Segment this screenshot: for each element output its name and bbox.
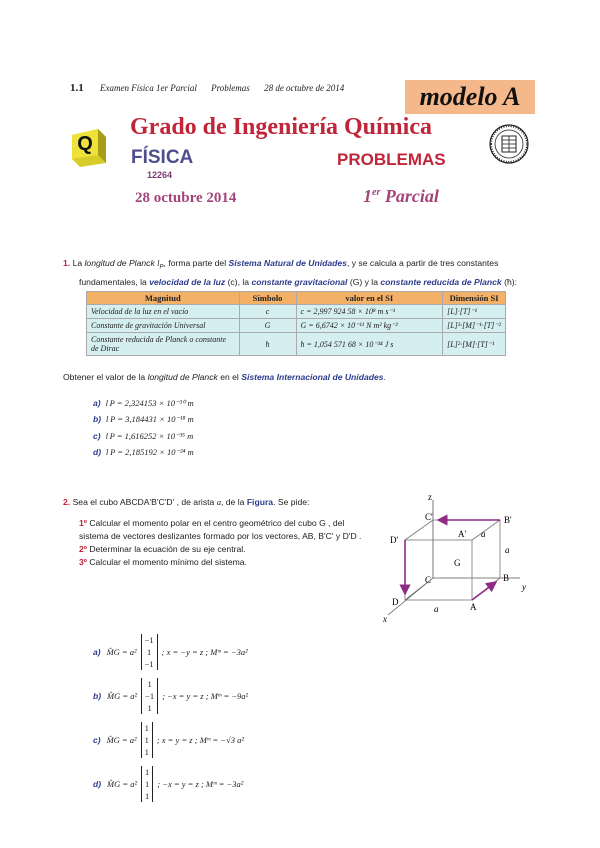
table-cell: c bbox=[239, 305, 296, 319]
partial-title: 1er Parcial bbox=[363, 186, 439, 206]
column-vector: 1 −1 1 bbox=[141, 678, 158, 714]
table-cell: Constante reducida de Planck o constante de Dirac bbox=[87, 333, 240, 356]
answer-option-a[interactable]: a) M̂G = a² −1 1 −1 ; x = −y = z ; Mᵐ = −3a² bbox=[93, 635, 248, 669]
table-cell: c = 2,997 924 58 × 10⁸ m s⁻¹ bbox=[296, 305, 443, 319]
table-cell: Constante de gravitación Universal bbox=[87, 319, 240, 333]
chemistry-q-logo bbox=[68, 127, 110, 169]
logo-letter: Q bbox=[77, 133, 93, 155]
cube-figure bbox=[370, 490, 540, 625]
answer-option-d[interactable]: d) l P = 2,185192 × 10⁻²⁴ m bbox=[93, 447, 194, 457]
university-seal bbox=[489, 124, 529, 164]
fig-label: z bbox=[428, 492, 432, 502]
table-cell: [L]³·[M]⁻¹·[T]⁻² bbox=[443, 319, 506, 333]
table-row bbox=[87, 305, 506, 319]
item-2: 2º Determinar la ecuación de su eje central. bbox=[79, 544, 246, 554]
table-cell: ħ bbox=[239, 333, 296, 356]
table-cell: G bbox=[239, 319, 296, 333]
column-vector: 1 1 1 bbox=[141, 722, 153, 758]
fig-label: B' bbox=[504, 515, 512, 525]
fig-label: y bbox=[522, 582, 526, 592]
answer-option-b[interactable]: b) M̂G = a² 1 −1 1 ; −x = y = z ; Mᵐ = −9a² bbox=[93, 679, 249, 713]
degree-title: Grado de Ingeniería Química bbox=[130, 114, 432, 140]
table-header-row bbox=[87, 292, 506, 305]
column-vector: −1 1 −1 bbox=[141, 634, 158, 670]
section-number: 1.1 bbox=[70, 82, 84, 94]
fig-label: a bbox=[505, 545, 510, 555]
exam-header-line bbox=[70, 82, 356, 94]
modelo-badge: modelo A bbox=[405, 80, 535, 114]
table-cell: ħ = 1,054 571 68 × 10⁻³⁴ J s bbox=[296, 333, 443, 356]
table-header: valor en el SI bbox=[296, 292, 443, 305]
fig-label: D bbox=[392, 597, 399, 607]
subject-title: FÍSICA bbox=[131, 147, 194, 168]
fig-label: D' bbox=[390, 535, 399, 545]
question-2-statement: 2. Sea el cubo ABCDA'B'C'D' , de arista a, de la Figura. Se pide: bbox=[63, 497, 310, 507]
exam-name: Examen Física 1er Parcial bbox=[100, 83, 197, 93]
exam-date: 28 de octubre de 2014 bbox=[264, 83, 345, 93]
subject-code: 12264 bbox=[147, 170, 173, 180]
table-header: Magnitud bbox=[87, 292, 240, 305]
fig-label: A' bbox=[458, 529, 467, 539]
question-1-prompt: Obtener el valor de la longitud de Planck en el Sistema Internacional de Unidades. bbox=[63, 372, 386, 382]
fig-label: G bbox=[454, 558, 461, 568]
fig-label: A bbox=[470, 602, 477, 612]
fig-label: a bbox=[434, 604, 439, 614]
table-row bbox=[87, 319, 506, 333]
question-2-items bbox=[79, 517, 369, 569]
answer-option-a[interactable]: a) l P = 2,324153 × 10⁻³⁰ m bbox=[93, 398, 194, 408]
item-1: 1º Calcular el momento polar en el centro geométrico del cubo G , del sistema de vectores deslizantes formado por los vectores, AB, B'C' y D'D . bbox=[79, 518, 362, 541]
table-cell: Velocidad de la luz en el vacío bbox=[87, 305, 240, 319]
answer-option-b[interactable]: b) l P = 3,184431 × 10⁻¹⁸ m bbox=[93, 414, 194, 424]
question-1-statement: 1. La longitud de Planck $l_P$, forma parte del Sistema Natural de Unidades, y se calcula a partir de tres constantes fundamentales, la velocidad de la luz (c), la constante gravitacional (G) y la constante reducida de Planck (ħ): bbox=[63, 258, 517, 287]
item-3: 3º Calcular el momento mínimo del sistema. bbox=[79, 557, 247, 567]
problems-title: PROBLEMAS bbox=[337, 150, 446, 169]
table-header: Símbolo bbox=[239, 292, 296, 305]
answer-option-d[interactable]: d) M̂G = a² 1 1 1 ; −x = y = z ; Mᵐ = −3a² bbox=[93, 767, 244, 801]
column-vector: 1 1 1 bbox=[141, 766, 153, 802]
table-header: Dimensión SI bbox=[443, 292, 506, 305]
fig-label: C' bbox=[425, 512, 433, 522]
answer-option-c[interactable]: c) M̂G = a² 1 1 1 ; x = y = z ; Mᵐ = −√3 a² bbox=[93, 723, 244, 757]
table-row bbox=[87, 333, 506, 356]
table-cell: G = 6,6742 × 10⁻¹¹ N m² kg⁻² bbox=[296, 319, 443, 333]
fig-label: x bbox=[383, 614, 387, 624]
table-cell: [L]²·[M]·[T]⁻¹ bbox=[443, 333, 506, 356]
exam-date-large: 28 octubre 2014 bbox=[135, 190, 237, 206]
exam-type: Problemas bbox=[211, 83, 250, 93]
fig-label: C bbox=[425, 575, 432, 585]
table-cell: [L]·[T]⁻¹ bbox=[443, 305, 506, 319]
fig-label: a bbox=[481, 529, 486, 539]
constants-table bbox=[86, 291, 506, 356]
answer-option-c[interactable]: c) l P = 1,616252 × 10⁻³⁵ m bbox=[93, 431, 194, 441]
fig-label: B bbox=[503, 573, 510, 583]
